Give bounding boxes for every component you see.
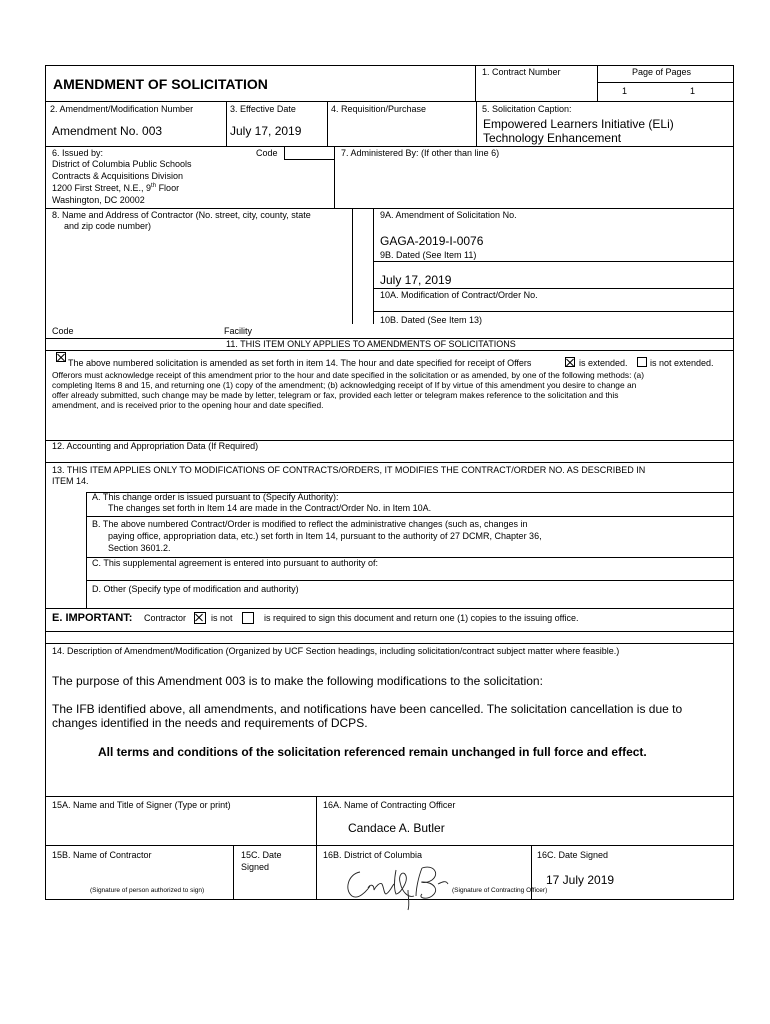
item11-heading: 11. THIS ITEM ONLY APPLIES TO AMENDMENTS OF SOLICITATIONS — [226, 339, 516, 349]
important-is-not: is not — [211, 613, 233, 623]
requisition-label: 4. Requisition/Purchase — [331, 104, 427, 114]
page-of-pages-label: Page of Pages — [632, 67, 692, 77]
contracting-officer-label: 16A. Name of Contracting Officer — [323, 800, 456, 810]
solicitation-number-value: GAGA-2019-I-0076 — [380, 234, 484, 248]
contractor-is-checkbox[interactable] — [242, 612, 254, 624]
item13-d: D. Other (Specify type of modification and authority) — [92, 584, 299, 594]
contractor-is-not-checkbox[interactable] — [194, 612, 206, 624]
solicitation-amended-checkbox[interactable] — [56, 352, 66, 362]
extended-label: is extended. — [579, 358, 628, 368]
not-extended-label: is not extended. — [650, 358, 714, 368]
date-signed-16c-value: 17 July 2019 — [546, 873, 615, 887]
officer-signature-caption: (Signature of Contracting Officer) — [452, 887, 548, 894]
dated-value: July 17, 2019 — [380, 273, 452, 287]
contract-number-label: 1. Contract Number — [482, 67, 561, 77]
officer-signature — [338, 860, 468, 912]
date-signed-16c-label: 16C. Date Signed — [537, 850, 609, 860]
page-count: 1 — [690, 86, 696, 96]
item13-b-line2: paying office, appropriation data, etc.) set forth in Item 14, pursuant to the authority of 27 DCMR, Chapter 36, — [108, 531, 542, 541]
important-contractor: Contractor — [144, 613, 187, 623]
description-para1: The purpose of this Amendment 003 is to make the following modifications to the solicitation: — [52, 674, 543, 688]
item11-statement: The above numbered solicitation is amended as set forth in item 14. The hour and date specified for receipt of Offers — [68, 358, 532, 368]
contractor-address-label-1: 8. Name and Address of Contractor (No. street, city, county, state — [52, 210, 311, 220]
effective-date-value: July 17, 2019 — [230, 124, 302, 138]
administered-by-label: 7. Administered By: (If other than line 6) — [341, 148, 500, 158]
item13-b-line1: B. The above numbered Contract/Order is modified to reflect the administrative changes (such as, changes in — [92, 519, 528, 529]
item13-b-line3: Section 3601.2. — [108, 543, 171, 553]
issuer-line2: Contracts & Acquisitions Division — [52, 171, 184, 181]
district-label: 16B. District of Columbia — [323, 850, 423, 860]
item13-a-line1: A. This change order is issued pursuant to (Specify Authority): — [92, 492, 339, 502]
item13-c: C. This supplemental agreement is entered into pursuant to authority of: — [92, 558, 378, 568]
contractor-signature-caption: (Signature of person authorized to sign) — [90, 887, 205, 894]
contractor-code-label: Code — [52, 326, 74, 336]
extended-checkbox[interactable] — [565, 357, 575, 367]
issuer-line3: 1200 First Street, N.E., 9th Floor — [52, 183, 180, 193]
amendment-number-value: Amendment No. 003 — [52, 124, 163, 138]
issued-by-label: 6. Issued by: — [52, 148, 104, 158]
important-label: E. IMPORTANT: — [52, 612, 133, 624]
contracting-officer-name: Candace A. Butler — [348, 821, 445, 835]
description-para2-line1: The IFB identified above, all amendments, and notifications have been cancelled. The solicitation cancellation is due to — [52, 702, 683, 716]
contractor-address-label-2: and zip code number) — [64, 221, 152, 231]
solicitation-caption-line1: Empowered Learners Initiative (ELi) — [483, 117, 674, 131]
signer-name-label: 15A. Name and Title of Signer (Type or print) — [52, 800, 231, 810]
description-terms-statement: All terms and conditions of the solicitation referenced remain unchanged in full force and effect. — [98, 745, 647, 759]
amendment-of-solicitation-label: 9A. Amendment of Solicitation No. — [380, 210, 517, 220]
contractor-name-label: 15B. Name of Contractor — [52, 850, 152, 860]
facility-label: Facility — [224, 326, 253, 336]
description-label: 14. Description of Amendment/Modification (Organized by UCF Section headings, including solicitation/contract subject matter where feasible.) — [52, 646, 620, 656]
solicitation-caption-line2: Technology Enhancement — [483, 131, 622, 145]
important-rest: is required to sign this document and return one (1) copies to the issuing office. — [264, 613, 579, 623]
issued-code-label: Code — [256, 148, 278, 158]
effective-date-label: 3. Effective Date — [230, 104, 296, 114]
dated-label: 9B. Dated (See Item 11) — [380, 250, 477, 260]
item13-a-line2: The changes set forth in Item 14 are made in the Contract/Order No. in Item 10A. — [108, 503, 432, 513]
item11-instructions: Offerors must acknowledge receipt of this amendment prior to the hour and date specified in the solicitation or as amended, by one of the following methods: (a) completing Items 8 and 15, and returning one (1) copy of the amendment; (b) acknowledging receipt of If by virtue of this amendment you desire to change an offer already submitted, such change may be made by letter, telegram or fax, provided each letter or telegram makes reference to the solicitation and this amendment, and is received prior to the opening hour and date specified. — [52, 370, 645, 410]
form-title: AMENDMENT OF SOLICITATION — [53, 76, 268, 92]
accounting-data-label: 12. Accounting and Appropriation Data (If Required) — [52, 441, 259, 451]
date-signed-15c-label-1: 15C. Date — [241, 850, 282, 860]
solicitation-caption-label: 5. Solicitation Caption: — [482, 104, 572, 114]
not-extended-checkbox[interactable] — [637, 357, 647, 367]
issuer-line1: District of Columbia Public Schools — [52, 159, 192, 169]
item13-heading-line1: 13. THIS ITEM APPLIES ONLY TO MODIFICATIONS OF CONTRACTS/ORDERS, IT MODIFIES THE CONTRACT/ORDER NO. AS DESCRIBED IN — [52, 465, 646, 475]
modification-number-label: 10A. Modification of Contract/Order No. — [380, 290, 538, 300]
modification-dated-label: 10B. Dated (See Item 13) — [380, 315, 483, 325]
date-signed-15c-label-2: Signed — [241, 862, 270, 872]
item13-heading-line2: ITEM 14. — [52, 476, 89, 486]
amendment-number-label: 2. Amendment/Modification Number — [50, 104, 194, 114]
description-para2-line2: changes identified in the needs and requirements of DCPS. — [52, 716, 368, 730]
page-number: 1 — [622, 86, 628, 96]
issuer-line4: Washington, DC 20002 — [52, 195, 145, 205]
